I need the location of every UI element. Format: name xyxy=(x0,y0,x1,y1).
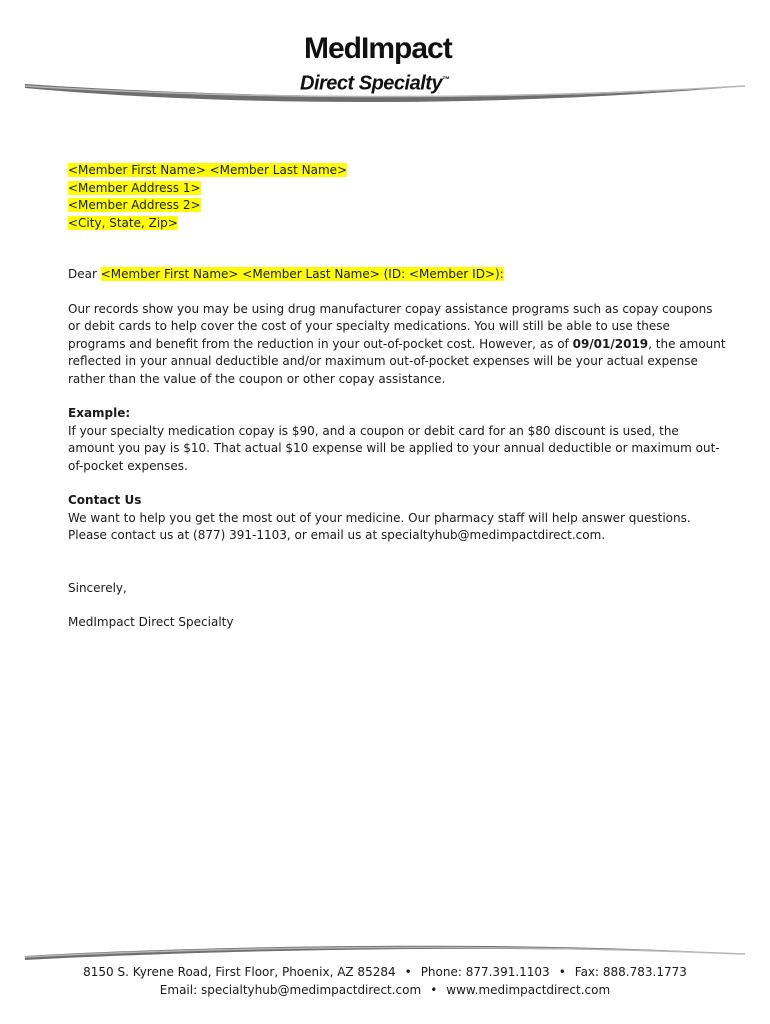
signature-company: MedImpact Direct Specialty xyxy=(68,615,234,629)
footer-separator: • xyxy=(558,965,566,979)
footer-separator: • xyxy=(430,983,438,997)
footer-swoosh-divider xyxy=(0,938,770,964)
address-line xyxy=(68,215,728,233)
greeting xyxy=(68,266,728,284)
address-line xyxy=(68,197,728,215)
member-address1-placeholder: <Member Address 1> xyxy=(68,180,201,195)
footer xyxy=(0,963,770,999)
intro-text-part2: , the amount reflected in your annual deductible and/or maximum out-of-pocket expenses will be your actual expense rather than the value of the coupon or other copay assistance. xyxy=(68,336,726,386)
footer-email: Email: specialtyhub@medimpactdirect.com xyxy=(159,983,422,997)
contact-line: Please contact us at (877) 391-1103, or email us at specialtyhub@medimpactdirect.com. xyxy=(68,528,606,542)
contact-section xyxy=(68,492,728,545)
intro-text-part1: Our records show you may be using drug manufacturer copay assistance programs such as copay coupons or debit cards to help cover the cost of your specialty medications. You will still be able to use these programs and benefit from the reduction in your out-of-pocket cost. However, as of xyxy=(68,301,713,351)
example-text: If your specialty medication copay is $90, and a coupon or debit card for an $80 discount is used, the amount you pay is $10. That actual $10 expense will be applied to your annual deductible or maximum out-of-pocket expenses. xyxy=(68,423,720,473)
example-heading: Example: xyxy=(68,406,131,420)
logo-brand-name: MedImpact xyxy=(304,32,452,65)
footer-phone: Phone: 877.391.1103 xyxy=(420,965,550,979)
member-address2-placeholder: <Member Address 2> xyxy=(68,198,201,212)
greeting-prefix: Dear xyxy=(68,267,101,281)
footer-line-1 xyxy=(0,963,770,981)
footer-address: 8150 S. Kyrene Road, First Floor, Phoenix, AZ 85284 xyxy=(83,965,396,979)
footer-separator: • xyxy=(404,965,412,979)
contact-heading: Contact Us xyxy=(68,493,142,507)
footer-line-2 xyxy=(0,981,770,999)
address-line xyxy=(68,180,728,198)
trademark-symbol: ™ xyxy=(442,75,450,84)
footer-fax: Fax: 888.783.1773 xyxy=(574,965,687,979)
contact-line: We want to help you get the most out of your medicine. Our pharmacy staff will help answer questions. xyxy=(68,510,691,525)
member-name-placeholder: <Member First Name> <Member Last Name> xyxy=(68,163,348,177)
header-swoosh-divider xyxy=(0,76,770,116)
intro-paragraph xyxy=(68,301,728,389)
footer-website: www.medimpactdirect.com xyxy=(446,983,611,997)
logo-subtitle-text: Direct Specialty xyxy=(300,72,443,95)
address-line xyxy=(68,162,728,180)
example-section xyxy=(68,405,728,475)
address-block xyxy=(68,162,728,232)
greeting-name-placeholder: <Member First Name> <Member Last Name> (ID: <Member ID>): xyxy=(100,267,504,281)
city-state-zip-placeholder: <City, State, Zip> xyxy=(68,215,178,230)
signoff: Sincerely, xyxy=(68,580,127,595)
letter-body xyxy=(68,162,728,632)
effective-date: 09/01/2019 xyxy=(572,336,649,351)
